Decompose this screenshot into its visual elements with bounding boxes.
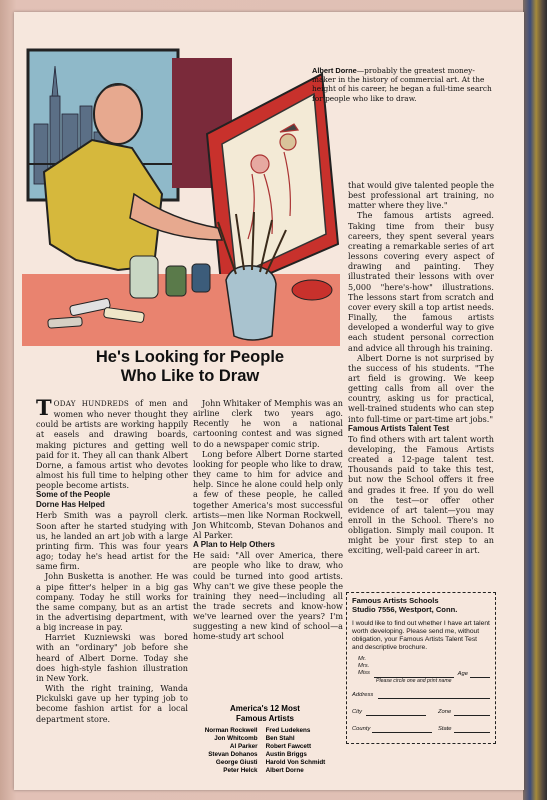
coupon-city-line[interactable] bbox=[366, 715, 426, 716]
headline bbox=[40, 348, 340, 386]
coupon-zone-label: Zone bbox=[438, 709, 452, 716]
artist-name: Jon Whitcomb bbox=[214, 735, 258, 742]
article-column-1 bbox=[36, 395, 188, 724]
article-column-3 bbox=[348, 180, 494, 556]
paragraph: The famous artists agreed. Taking time from their busy careers, they spent several years creating a remarkable series of art lessons covering every aspect of drawing and painting. They illustrated their lessons with over 5,000 "here's-how" illustrations. The lessons start from scratch and cover every skill a top artist needs. Finally, the famous artists developed a wonderful way to give each student personal correction and advice all through his training. bbox=[348, 210, 494, 353]
coupon-city-row bbox=[352, 703, 490, 716]
artist-illustration bbox=[22, 44, 340, 346]
paragraph: that would give talented people the best professional art training, no matter where they live." bbox=[348, 180, 494, 211]
coupon-request-text: I would like to find out whether I have art talent worth developing. Please send me, without obligation, your Famous Artists Talent Test and descriptive brochure. bbox=[352, 620, 490, 652]
coupon-name-fields bbox=[352, 656, 490, 686]
drop-cap: T bbox=[36, 395, 52, 420]
coupon-city-label: City bbox=[352, 709, 362, 716]
illustration-caption bbox=[312, 66, 498, 103]
head bbox=[94, 84, 142, 144]
artist-name: Austin Briggs bbox=[265, 751, 307, 758]
headline-line-1: He's Looking for People bbox=[95, 348, 285, 366]
coupon-mrs-label: Mrs. bbox=[358, 663, 370, 670]
artist-name: Fred Ludekens bbox=[265, 727, 311, 734]
coupon-mr-label: Mr. bbox=[358, 656, 367, 663]
coupon-state-label: State bbox=[438, 726, 452, 733]
article-column-2 bbox=[193, 398, 343, 642]
coupon-miss-label: Miss bbox=[358, 670, 370, 677]
artist-name-list bbox=[185, 727, 345, 775]
intro-paragraph: TODAY HUNDREDS of men and women who never thought they could be artists are working happily at easels and drawing boards, making pictures and getting well paid for it. They all can thank Albert Dorne, a famous artist who devotes almost his full time to helping other people become artists. bbox=[36, 395, 188, 491]
paragraph: John Whitaker of Memphis was an airline clerk two years ago. Recently he won a national cartooning contest and was signed to do a newspaper comic strip. bbox=[193, 398, 343, 449]
mail-coupon[interactable] bbox=[346, 592, 496, 744]
coupon-age-line[interactable] bbox=[470, 677, 490, 678]
artist-name: Albert Dorne bbox=[265, 767, 304, 774]
headline-line-2: Who Like to Draw bbox=[120, 367, 260, 385]
artist-name: Robert Fawcett bbox=[265, 743, 312, 750]
coupon-zone-line[interactable] bbox=[454, 715, 490, 716]
paragraph: With the right training, Wanda Pickulski gave up her typing job to become fashion artist for a local department store. bbox=[36, 683, 188, 724]
artist-list-right bbox=[262, 727, 326, 775]
bowl bbox=[292, 280, 332, 300]
coupon-county-label: County bbox=[352, 726, 371, 733]
artist-name: Harold Von Schmidt bbox=[265, 759, 326, 766]
paragraph: Albert Dorne is not surprised by the success of his students. "The art field is growing. We keep getting calls from all over the country, asking us for practical, well-trained students who can step into full-time or part-time art jobs." bbox=[348, 352, 494, 424]
coupon-print-hint: Please circle one and print name bbox=[376, 678, 452, 685]
caption-name: Albert Dorne bbox=[312, 66, 357, 75]
paint-jars bbox=[130, 256, 210, 298]
coupon-school-name: Famous Artists Schools Studio 7556, Westport, Conn. bbox=[352, 596, 458, 614]
coupon-county-row bbox=[352, 720, 490, 733]
lead-small-caps: ODAY HUNDREDS bbox=[53, 399, 130, 408]
paragraph: Harriet Kuzniewski was bored with an "ordinary" job before she heard of Albert Dorne. Today she does high-style fashion illustration in New York. bbox=[36, 632, 188, 683]
artist-list-left bbox=[205, 727, 262, 775]
subhead-talent-test: Famous Artists Talent Test bbox=[348, 423, 450, 433]
artist-name: George Giusti bbox=[215, 759, 258, 766]
coupon-county-line[interactable] bbox=[372, 732, 432, 733]
paragraph: Herb Smith was a payroll clerk. Soon after he started studying with us, he landed an art job with a large printing firm. This was four years ago; today he's head artist for the same firm. bbox=[36, 510, 188, 572]
paragraph: He said: "All over America, there are people who like to draw, who could be turned into good artists. Why can't we give these people the training they need—including all the trade secrets and know-how we've learned over the years? I'm suggesting a new kind of school—a home-study art school bbox=[193, 550, 343, 642]
artist-name: Peter Helck bbox=[223, 767, 258, 774]
artist-name: Ben Stahl bbox=[265, 735, 295, 742]
coupon-address-line[interactable] bbox=[378, 698, 490, 699]
subhead-people-helped: Some of the People Dorne Has Helped bbox=[36, 490, 111, 510]
artist-name: Al Parker bbox=[229, 743, 258, 750]
paragraph: Long before Albert Dorne started looking for people who like to draw, they came to him for advice and help. Since he alone could help only a few of these people, he called together America's most successful artists—men like Norman Rockwell, Jon Whitcomb, Stevan Dohanos and Al Parker. bbox=[193, 448, 343, 541]
subhead-plan: A Plan to Help Others bbox=[193, 540, 275, 550]
coupon-state-line[interactable] bbox=[454, 732, 490, 733]
coupon-age-label: Age bbox=[457, 671, 468, 678]
artist-name: Norman Rockwell bbox=[204, 727, 258, 734]
coupon-address-label: Address bbox=[352, 692, 374, 699]
caption-text: —probably the greatest money-maker in the history of commercial art. At the height of his career, he began a full-time search for people who like to draw. bbox=[312, 66, 492, 103]
artist-name: Stevan Dohanos bbox=[208, 751, 258, 758]
famous-artists-title: America's 12 Most Famous Artists bbox=[230, 704, 300, 723]
famous-artists-box bbox=[185, 704, 345, 775]
coupon-address-row bbox=[352, 686, 490, 699]
comic-spine-edge bbox=[523, 0, 547, 800]
paragraph: To find others with art talent worth developing, the Famous Artists created a 12-page talent test. Thousands paid to take this test, but now the School offers it free and grades it free. If you do well on the test—or offer other evidence of art talent—you may enroll in the School. There's no obligation. Simply mail coupon. It might be your first step to an exciting, well-paid career in art. bbox=[348, 433, 494, 556]
paragraph: John Busketta is another. He was a pipe fitter's helper in a big gas company. Today he still works for the same company, but as an artist in the advertising department, with a big increase in pay. bbox=[36, 571, 188, 633]
